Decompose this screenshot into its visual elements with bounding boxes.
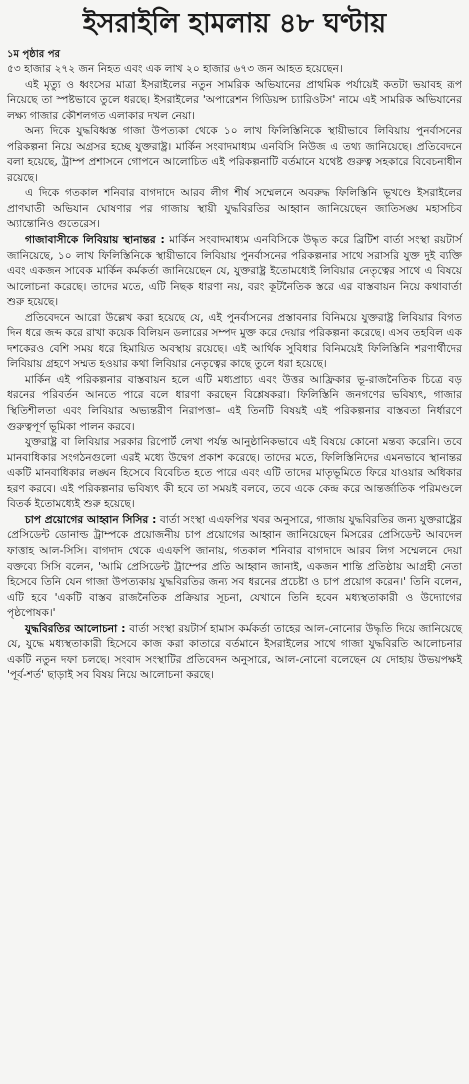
- paragraph-9: [7, 513, 462, 622]
- paragraph-text: ৫৩ হাজার ২৭২ জন নিহত এবং এক লাখ ২০ হাজার ৬৭৩ জন আহত হয়েছেন।: [7, 63, 343, 75]
- paragraph-text: বার্তা সংস্থা এএফপির খবর অনুসারে, গাজায় যুদ্ধবিরতির জন্য যুক্তরাষ্ট্রের প্রেসিডেন্ট ডোনাল্ড ট্রাম্পকে প্রয়োজনীয় চাপ প্রয়োগের আহ্বান জানিয়েছেন মিসরের প্রেসিডেন্ট আবদেল ফাত্তাহ আল-সিসি। বাগদাদ থেকে এএফপি জানায়, গতকাল শনিবার বাগদাদে আরব লিগ সম্মেলনে দেয়া বক্তব্যে সিসি বলেন, 'আমি প্রেসিডেন্ট ট্রাম্পের প্রতি আহ্বান জানাই, একজন শান্তি প্রতিষ্ঠায় আগ্রহী নেতা হিসেবে তিনি যেন গাজা উপত্যকায় যুদ্ধবিরতির জন্য সব ধরনের প্রচেষ্টা ও চাপ প্রয়োগ করেন।' তিনি বলেন, এটি হবে 'একটি বাস্তব রাজনৈতিক প্রক্রিয়ার সূচনা, যেখানে তিনি হবেন মধ্যস্থতাকারী ও উদ্যোগের পৃষ্ঠপোষক।': [7, 513, 462, 620]
- paragraph-text: প্রতিবেদনে আরো উল্লেখ করা হয়েছে যে, এই পুনর্বাসনের প্রস্তাবনার বিনিময়ে যুক্তরাষ্ট্র লিবিয়ার বিগত দিন ধরে জব্দ করে রাখা কয়েক বিলিয়ন ডলারের সম্পদ মুক্ত করে দেয়ার পরিকল্পনা করেছে। এসব তহবিল এক দশকেরও বেশি সময় ধরে হিমায়িত অবস্থায় রয়েছে। এই আর্থিক সুবিধার বিনিময়েই ফিলিস্তিনি শরণার্থীদের লিবিয়ায় গ্রহণে সম্মত হওয়ার কথা লিবিয়ার নেতৃত্বের কাছে তুলে ধরা হয়েছে।: [7, 311, 462, 371]
- section-subhead: গাজাবাসীকে লিবিয়ায় স্থানান্তর :: [25, 234, 165, 247]
- paragraph-text: এই মৃত্যু ও ধ্বংসের মাত্রা ইসরাইলের নতুন সামরিক অভিযানের প্রাথমিক পর্যায়েই কতটা ভয়াবহ রূপ নিয়েছে তা স্পষ্টভাবে তুলে ধরছে। ইসরাইলের 'অপারেশন গিডিয়ন্স চ্যারিওটস' নামে এই সামরিক অভিযানের লক্ষ্য গাজার কৌশলগত এলাকার দখল নেয়া।: [7, 78, 462, 122]
- paragraph-1: [7, 62, 462, 78]
- section-subhead: চাপ প্রয়োগের আহ্বান সিসির :: [25, 513, 157, 526]
- paragraph-5: [7, 233, 462, 311]
- paragraph-10: [7, 622, 462, 684]
- paragraph-text: যুক্তরাষ্ট্র বা লিবিয়ার সরকার রিপোর্ট লেখা পর্যন্ত আনুষ্ঠানিকভাবে এই বিষয়ে কোনো মন্তব্য করেনি। তবে মানবাধিকার সংগঠনগুলো এরই মধ্যে উদ্বেগ প্রকাশ করেছে। তাদের মতে, ফিলিস্তিনিদের এমনভাবে স্থানান্তর একটি মানবাধিকার লঙ্ঘন হিসেবে বিবেচিত হতে পারে এবং এটি তাদের মাতৃভূমিতে ফিরে যাওয়ার অধিকার হরণ করবে। এই পরিকল্পনার ভবিষ্যৎ কী হবে তা সময়ই বলবে, তবে একে কেন্দ্র করে আন্তর্জাতিক পরিমণ্ডলে বিতর্ক ইতোমধ্যেই শুরু হয়েছে।: [7, 436, 462, 511]
- paragraph-text: মার্কিন এই পরিকল্পনার বাস্তবায়ন হলে এটি মধ্যপ্রাচ্য এবং উত্তর আফ্রিকার ভূ-রাজনৈতিক চিত্রে বড় ধরনের পরিবর্তন আনতে পারে বলে ধারণা করছেন বিশ্লেষকরা। ফিলিস্তিনি জনগণের ভবিষ্যৎ, গাজার স্থিতিশীলতা এবং লিবিয়ার অভ্যন্তরীণ নিরাপত্তা– এই তিনটি বিষয়ই এই পরিকল্পনার বাস্তবতা নির্ধারণে গুরুত্বপূর্ণ ভূমিকা পালন করবে।: [7, 373, 462, 433]
- paragraph-2: [7, 78, 462, 125]
- paragraph-text: বার্তা সংস্থা রয়টার্স হামাস কর্মকর্তা তাহের আল-নোনোর উদ্ধৃতি দিয়ে জানিয়েছে যে, যুদ্ধে মধ্যস্থতাকারী হিসেবে কাজ করা কাতারে বর্তমানে ইসরাইলের সাথে গাজা যুদ্ধবিরতি আলোচনার একটি নতুন দফা চলছে। সংবাদ সংস্থাটির প্রতিবেদন অনুসারে, আল-নোনো বলেছেন যে দোহায় উভয়পক্ষই 'পূর্ব-শর্ত' ছাড়াই সব বিষয় নিয়ে আলোচনা করছে।: [7, 622, 462, 682]
- paragraph-text: মার্কিন সংবাদমাধ্যম এনবিসিকে উদ্ধৃত করে ব্রিটিশ বার্তা সংস্থা রয়টার্স জানিয়েছে, ১০ লাখ ফিলিস্তিনিকে স্থায়ীভাবে লিবিয়ায় পুনর্বাসনের পরিকল্পনার সাথে সরাসরি যুক্ত দুই ব্যক্তি এবং একজন সাবেক মার্কিন কর্মকর্তা জানিয়েছেন যে, যুক্তরাষ্ট্র ইতোমধ্যেই লিবিয়ার নেতৃত্বের সাথে এ বিষয়ে আলোচনা করেছে। তাদের মতে, এটি নিছক ধারণা নয়, বরং কূটনৈতিক স্তরে এর বাস্তবায়ন নিয়ে কথাবার্তা শুরু হয়েছে।: [7, 234, 463, 309]
- paragraph-4: [7, 186, 462, 233]
- paragraph-7: [7, 373, 462, 435]
- paragraph-text: এ দিকে গতকাল শনিবার বাগদাদে আরব লীগ শীর্ষ সম্মেলনে অবরুদ্ধ ফিলিস্তিনি ভূখণ্ডে ইসরাইলের প্রাণঘাতী অভিযান ঘোষণার পর গাজায় স্থায়ী যুদ্ধবিরতির আহ্বান জানিয়েছেন জাতিসঙ্ঘ মহাসচিব অ্যান্তোনিও গুতেরেস।: [7, 187, 462, 231]
- paragraph-6: [7, 311, 462, 373]
- article-headline: ইসরাইলি হামলায় ৪৮ ঘণ্টায়: [82, 8, 387, 39]
- paragraph-text: অন্য দিকে যুদ্ধবিধ্বস্ত গাজা উপত্যকা থেকে ১০ লাখ ফিলিস্তিনিকে স্থায়ীভাবে লিবিয়ায় পুনর্বাসনের পরিকল্পনা নিয়ে অগ্রসর হচ্ছে যুক্তরাষ্ট্র। মার্কিন সংবাদমাধ্যম এনবিসি নিউজ এ তথ্য জানিয়েছে। প্রতিবেদনে বলা হয়েছে, ট্রাম্প প্রশাসনে গোপনে আলোচিত এই পরিকল্পনাটি বর্তমানে যথেষ্ট গুরুত্ব সহকারে বিবেচনাধীন রয়েছে।: [7, 125, 462, 184]
- paragraph-3: [7, 124, 462, 186]
- continued-from-label: ১ম পৃষ্ঠার পর: [7, 49, 60, 60]
- section-subhead: যুদ্ধবিরতির আলোচনা :: [25, 622, 126, 635]
- paragraph-8: [7, 435, 462, 513]
- article-body: [7, 62, 462, 684]
